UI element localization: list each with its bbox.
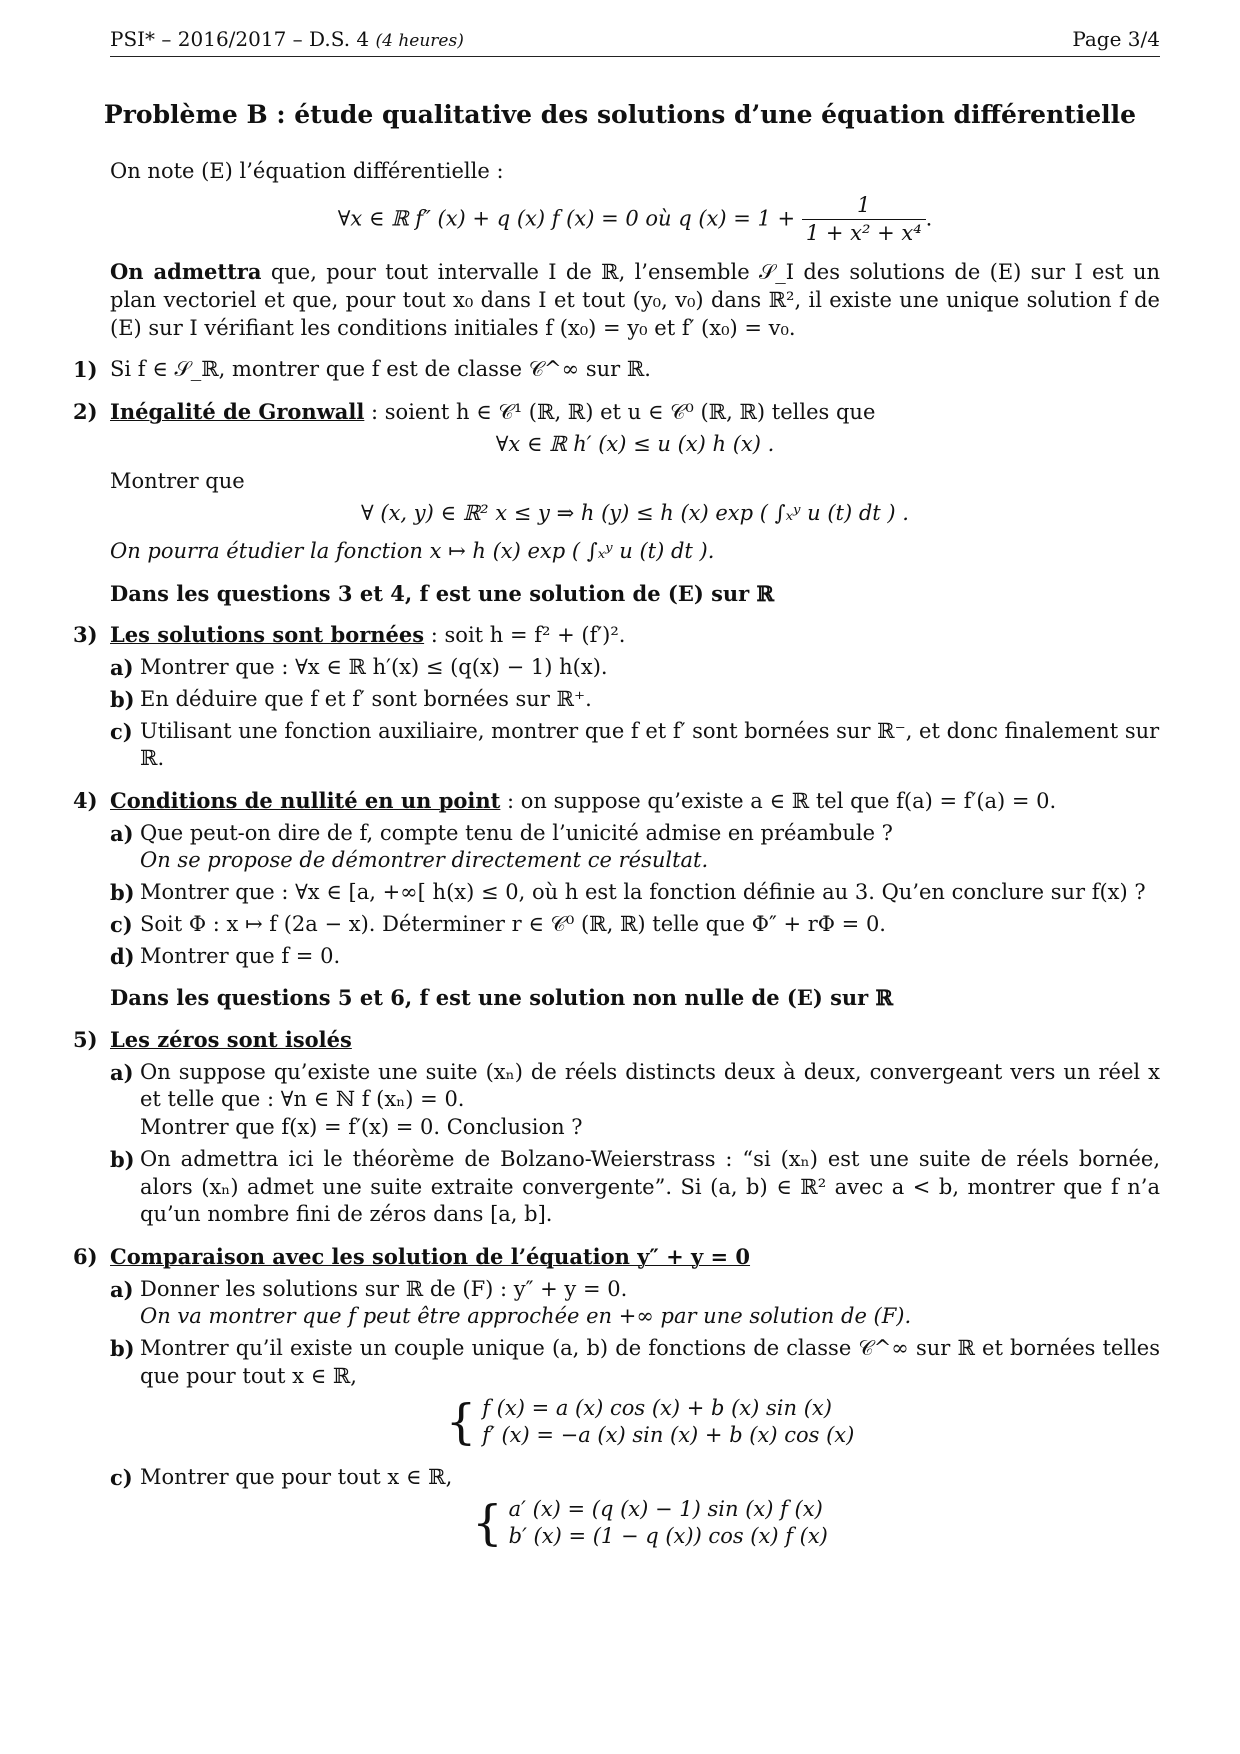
question-5 [73, 1026, 1160, 1229]
question-heading: Conditions de nullité en un point [110, 787, 501, 813]
subquestion-a [110, 820, 1160, 875]
subquestion-text: Donner les solutions sur ℝ de (F) : y″ + y = 0. [140, 1276, 628, 1301]
gronwall-inequality: ∀ (x, y) ∈ ℝ² x ≤ y ⇒ h (y) ≤ h (x) exp ( ∫ₓʸ u (t) dt ) . [361, 501, 909, 526]
question-6 [73, 1243, 1160, 1561]
header-page-number: Page 3/4 [1072, 27, 1160, 51]
header-course-text: PSI* – 2016/2017 – D.S. 4 [110, 27, 370, 51]
question-number: 3) [73, 622, 98, 648]
admettra-text: que, pour tout intervalle I de ℝ, l’ensemble 𝒮_I des solutions de (E) sur I est un plan vectoriel et que, pour tout x₀ dans I et tout (y₀, v₀) dans ℝ², il existe une unique solution f de (E) sur I vérifiant les conditions initiales f (x₀) = y₀ et f′ (x₀) = v₀. [110, 260, 1160, 340]
subquestion-label: a) [110, 820, 134, 846]
subquestion-label: b) [110, 686, 135, 712]
question-number: 1) [73, 357, 98, 383]
subquestion-label: c) [110, 1465, 133, 1491]
section-note-3-4: Dans les questions 3 et 4, f est une solution de (E) sur ℝ [110, 580, 774, 606]
subquestion-text: Montrer que : ∀x ∈ [a, +∞[ h(x) ≤ 0, où h est la fonction définie au 3. Qu’en conclure sur f(x) ? [140, 880, 1146, 905]
system-line-2: f′ (x) = −a (x) sin (x) + b (x) cos (x) [482, 1423, 855, 1448]
system-line-1: f (x) = a (x) cos (x) + b (x) sin (x) [482, 1395, 832, 1420]
left-brace-icon: { [472, 1495, 503, 1552]
system-line-2: b′ (x) = (1 − q (x)) cos (x) f (x) [508, 1524, 828, 1549]
question-text: : soit h = f² + (f′)². [424, 623, 626, 648]
problem-title: Problème B : étude qualitative des solutions d’une équation différentielle [103, 100, 1137, 129]
subquestion-label: b) [110, 1336, 135, 1362]
subquestion-c [110, 911, 1160, 939]
subquestion-text: Soit Φ : x ↦ f (2a − x). Déterminer r ∈ 𝒞⁰ (ℝ, ℝ) telle que Φ″ + rΦ = 0. [140, 911, 886, 936]
subquestion-text: En déduire que f et f′ sont bornées sur ℝ⁺. [140, 686, 592, 711]
admettra-paragraph [110, 258, 1160, 342]
equation-fraction [802, 192, 926, 248]
subquestion-text: Montrer que f = 0. [140, 943, 341, 968]
subquestion-label: a) [110, 1059, 134, 1085]
question-heading: Les zéros sont isolés [110, 1026, 352, 1052]
subquestion-label: d) [110, 943, 135, 969]
subquestion-label: c) [110, 718, 133, 744]
intro [110, 158, 1160, 342]
subquestion-b [110, 879, 1160, 907]
question-heading: Les solutions sont bornées [110, 622, 425, 648]
admettra-bold: On admettra [110, 259, 262, 285]
system-derivatives [140, 1496, 1160, 1551]
problem-body [73, 158, 1160, 1561]
equation-lhs: ∀x ∈ ℝ f″ (x) + q (x) f (x) = 0 où q (x) = 1 + [337, 206, 796, 231]
subquestion-c [110, 718, 1160, 773]
fraction-denominator: 1 + x² + x⁴ [805, 221, 922, 246]
hint: On se propose de démontrer directement ce résultat. [140, 848, 709, 873]
subquestion-a [110, 654, 1160, 682]
question-number: 2) [73, 399, 98, 425]
subquestion-b [110, 686, 1160, 714]
hint: On va montrer que f peut être approchée en +∞ par une solution de (F). [140, 1304, 912, 1329]
subquestion-b [110, 1146, 1160, 1229]
question-heading: Comparaison avec les solution de l’équation y″ + y = 0 [110, 1244, 751, 1269]
subquestion-b [110, 1335, 1160, 1460]
question-3 [73, 621, 1160, 773]
subquestion-c [110, 1464, 1160, 1561]
gronwall-hypothesis: ∀x ∈ ℝ h′ (x) ≤ u (x) h (x) . [495, 431, 775, 456]
question-1 [73, 356, 1160, 384]
subquestion-text: On admettra ici le théorème de Bolzano-Weierstrass : “si (xₙ) est une suite de réels bornée, alors (xₙ) admet une suite extraite convergente”. Si (a, b) ∈ ℝ² avec a < b, montrer que f n’a qu’un nombre fini de zéros dans [a, b]. [140, 1146, 1160, 1227]
question-number: 4) [73, 787, 98, 813]
intro-line: On note (E) l’équation différentielle : [110, 159, 504, 183]
subquestion-text: Montrer que pour tout x ∈ ℝ, [140, 1465, 453, 1490]
left-brace-icon: { [445, 1394, 477, 1451]
question-2 [73, 398, 1160, 566]
subquestion-a [110, 1276, 1160, 1331]
subquestion-d [110, 943, 1160, 971]
question-heading: Inégalité de Gronwall [110, 399, 365, 425]
subquestion-label: a) [110, 1276, 134, 1302]
system-line-1: a′ (x) = (q (x) − 1) sin (x) f (x) [508, 1496, 823, 1521]
system-ab [140, 1395, 1160, 1450]
section-note-5-6: Dans les questions 5 et 6, f est une solution non nulle de (E) sur ℝ [110, 985, 894, 1011]
question-text: Si f ∈ 𝒮_ℝ, montrer que f est de classe 𝒞^∞ sur ℝ. [110, 357, 651, 382]
page-header [110, 26, 1160, 57]
hint: On pourra étudier la fonction x ↦ h (x) exp ( ∫ₓʸ u (t) dt ). [110, 538, 715, 563]
equation-end: . [925, 206, 933, 231]
subquestion-text: On suppose qu’existe une suite (xₙ) de réels distincts deux à deux, convergeant vers un réel x et telle que : ∀n ∈ ℕ f (xₙ) = 0. [140, 1059, 1160, 1112]
subquestion-a [110, 1059, 1160, 1142]
subquestion-text: Utilisant une fonction auxiliaire, montrer que f et f′ sont bornées sur ℝ⁻, et donc finalement sur ℝ. [140, 718, 1160, 771]
header-duration: (4 heures) [375, 31, 464, 51]
question-number: 6) [73, 1244, 98, 1269]
subquestion-label: b) [110, 1146, 135, 1172]
subquestion-text: Montrer que : ∀x ∈ ℝ h′(x) ≤ (q(x) − 1) h(x). [140, 655, 608, 680]
subquestion-label: c) [110, 911, 133, 937]
subquestion-text: Que peut-on dire de f, compte tenu de l’unicité admise en préambule ? [140, 820, 893, 845]
subquestion-text: Montrer qu’il existe un couple unique (a, b) de fonctions de classe 𝒞^∞ sur ℝ et bornées telles que pour tout x ∈ ℝ, [140, 1336, 1160, 1388]
question-number: 5) [73, 1026, 98, 1052]
header-course [110, 26, 464, 52]
subquestion-label: a) [110, 655, 134, 681]
subquestion-label: b) [110, 880, 135, 906]
main-equation [110, 192, 1160, 248]
fraction-numerator: 1 [802, 192, 926, 221]
question-4 [73, 787, 1160, 970]
question-text: : on suppose qu’existe a ∈ ℝ tel que f(a) = f′(a) = 0. [500, 788, 1057, 813]
subquestion-text-2: Montrer que f(x) = f′(x) = 0. Conclusion ? [140, 1115, 583, 1140]
question-text: : soient h ∈ 𝒞¹ (ℝ, ℝ) et u ∈ 𝒞⁰ (ℝ, ℝ) telles que [364, 400, 876, 425]
montrer-que: Montrer que [110, 469, 245, 494]
